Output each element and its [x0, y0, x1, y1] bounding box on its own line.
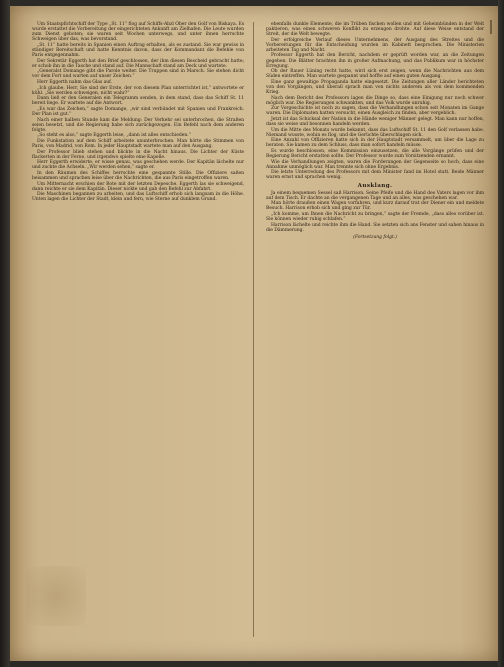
left-text-column [32, 22, 244, 203]
paragraph: Professor Eggerth hat den Bericht, nachdem er geprüft worden war, an die Zeitungen gegeben. Die Blätter brachten ihn in großer Aufmachung, und das Publikum war in höchster Erregung. [266, 53, 484, 69]
paragraph: Dann ließ er den Generalen ein Telegramm senden, in dem stand, dass das Schiff St. 11 bereit liege. Er wartete auf die Antwort. [32, 96, 244, 107]
paragraph: Es wurde beschlossen, eine Kommission einzusetzen, die alle Vorgänge prüfen und der Regierung Bericht erstatten sollte. Der Professor wurde zum Vorsitzenden ernannt. [266, 149, 484, 160]
paragraph: „Es war das Zeichen,“ sagte Domange, „wir sind verbündet mit Spanien und Frankreich. Der Plan ist gut.“ [32, 106, 244, 117]
paragraph: Die Funkstation auf dem Schiff arbeitete ununterbrochen. Man hörte die Stimmen von Paris, von Madrid, von Rom. In jeder Hauptstadt wartete man auf den Ausgang. [32, 138, 244, 150]
paragraph: Die Maschinen begannen zu arbeiten, und das Luftschiff erhob sich langsam in die Höhe. Unten lagen die Lichter der Stadt, klein und fern, wie Sterne auf dunklem Grund. [32, 192, 244, 203]
paragraph: Nach einer halben Stunde kam die Meldung: Der Verkehr sei unterbrochen, die Straßen seien besetzt, und die Regierung habe sich zurückgezogen. Ein Befehl nach dem anderen folgte. [32, 117, 244, 133]
book-page [10, 6, 498, 661]
paragraph: In den Räumen des Schiffes herrschte eine gespannte Stille. Die Offiziere saßen beisammen und sprachen leise über die Nachrichten, die aus Paris eingetroffen waren. [32, 171, 244, 182]
paragraph: Harrison lächelte und reichte ihm die Hand. Sie setzten sich ans Fenster und sahen hinaus in die Dämmerung. [266, 222, 484, 233]
paragraph: Der erfolgreiche Verlauf dieses Unternehmens, der Ausgang des Streites und die Vorbereitungen für die Entscheidung wurden im Kabinett besprochen. Die Ministerien arbeiteten Tag und Nacht. [266, 37, 484, 53]
page-edge-shadow [498, 0, 504, 667]
paragraph: Herr Eggerth erwiderte, er wisse genau, was geschehen werde. Der Kapitän lächelte nur und zuckte die Achseln. „Wir werden sehen,“ sagte er. [32, 160, 244, 171]
paragraph: Ja einem bequemen Sessel saß Harrison. Seine Pfeife und die Hand des Vaters lagen vor ihm auf dem Tisch. Er dachte an die vergangenen Tage und an alles, was geschehen war. [266, 190, 484, 201]
paragraph: Nach dem Bericht des Professors lagen die Dinge so, dass eine Einigung nur noch schwer möglich war. Die Regierungen schwankten, und das Volk wurde unruhig. [266, 95, 484, 106]
paragraph: Um Staatspfichtschiff der Type „St. 11“ flog auf Schiffs-Abzl Ober den Golf von Biskaya. Es wurde erstattet die Vorbereitung der eingerichteten Ankunft am Zielhafen. Die Leute wurden zum Dienst geboten; sie waren seit Wochen unterwegs, und unter ihnen herrschte Schweigen über das, was bevorstand. [32, 22, 244, 43]
paragraph: Der Professor blieb stehen und blickte in die Nacht hinaus. Die Lichter der Küste flackerten in der Ferne, und irgendwo spielte eine Kapelle. [32, 149, 244, 160]
paragraph: Um Mitternacht erschien der Bote mit der letzten Depesche. Eggerth las sie schweigend, dann reichte er sie dem Kapitän. Dieser nickte und gab den Befehl zur Abfahrt. [32, 181, 244, 192]
paragraph: Ob der Bauer Lüning recht hatte, wird sich erst zeigen, wenn die Nachrichten aus dem Süden eintreffen. Man wartete gespannt und hoffte auf einen guten Ausgang. [266, 69, 484, 80]
right-text-column [266, 22, 484, 240]
paragraph: „Ich komme, um Ihnen die Nachricht zu bringen,“ sagte der Fremde, „dass alles vorüber ist. Sie können wieder ruhig schlafen.“ [266, 211, 484, 222]
paragraph: Herr Eggerth nahm das Glas auf. [37, 79, 113, 85]
page-stain [26, 566, 86, 626]
paragraph: Man hörte draußen einen Wagen vorfahren, und kurz darauf trat der Diener ein und meldete Besuch. Harrison erhob sich und ging zur Tür. [266, 201, 484, 212]
continuation-note: (Fortsetzung folgt.) [353, 234, 397, 240]
paragraph: Jetzt ist das Schicksal der Nation in die Hände weniger Männer gelegt. Man kann nur hoffen, dass sie weise und besonnen handeln werden. [266, 117, 484, 128]
paragraph: Wie die Verhandlungen zeigten, waren die Forderungen der Gegenseite so hoch, dass eine Annahme unmöglich war. Man trennte sich ohne Ergebnis. [266, 159, 484, 170]
paragraph: Zur Vorgeschichte ist noch zu sagen, dass die Verhandlungen schon seit Monaten im Gange waren. Die Diplomaten hatten versucht, einen Ausgleich zu finden, aber vergeblich. [266, 106, 484, 117]
paragraph: Um die Mitte des Monats wurde bekannt, dass das Luftschiff St. 11 den Golf verlassen habe. Niemand wusste, wohin es flog, und die Gerüchte überschlugen sich. [266, 127, 484, 138]
paragraph: Der Sekretär Eggerth hat den Brief geschlossen, der ihm diesen Bescheid gebracht hatte; er schob ihn in die Tasche und stand auf. Die Mannschaft stand am Deck und wartete. [32, 58, 244, 69]
paragraph: ebenfalls dunkle Elemente, die im Trüben fischen wollen und mit Geheimbünden in der Welt paktieren, was einen schweren Konflikt zu erzeugen drohte. Auf diese Weise entstand der Streit, der die Welt bewegte. [266, 22, 484, 38]
paragraph: Eine Anzahl von Offizieren hatte sich in der Hauptstadt versammelt, um über die Lage zu beraten. Sie kamen zu dem Schluss, dass man sofort handeln müsse. [266, 138, 484, 149]
book-spine-shadow [0, 0, 10, 667]
paragraph: „So steht es also,“ sagte Eggerth leise, „dann ist alles entschieden.“ [37, 133, 191, 139]
column-divider [253, 22, 254, 637]
paragraph: „St. 11“ hatte bereits in Spanien einen Auftrag erhalten, als es zustand. Sie war gewiss in ständiger Bereitschaft und hatte Kenntnis davon, dass der Kommandant die Befehle von Paris entgegennahm. [32, 42, 244, 58]
paragraph: Eine ganz gewaltige Propaganda hatte eingesetzt. Die Zeitungen aller Länder berichteten von den Vorgängen, und überall sprach man von nichts anderem als von dem kommenden Krieg. [266, 79, 484, 95]
paragraph: „Ich glaube, Herr, Sie sind der Erste, der von diesem Plan unterrichtet ist,“ antwortete er kühl. „Sie werden schweigen, nicht wahr?“ [32, 85, 244, 96]
section-heading: Ausklang. [357, 182, 393, 189]
paragraph: Die letzte Unterredung des Professors mit dem Minister fand im Hotel statt. Beide Männer waren ernst und sprachen wenig. [266, 170, 484, 181]
paragraph: „Generalst Domange gibt die Parole weiter. Die Truppen sind in Marsch. Sie stehen dicht vor dem Fort und warten auf unser Zeichen.“ [32, 69, 244, 80]
